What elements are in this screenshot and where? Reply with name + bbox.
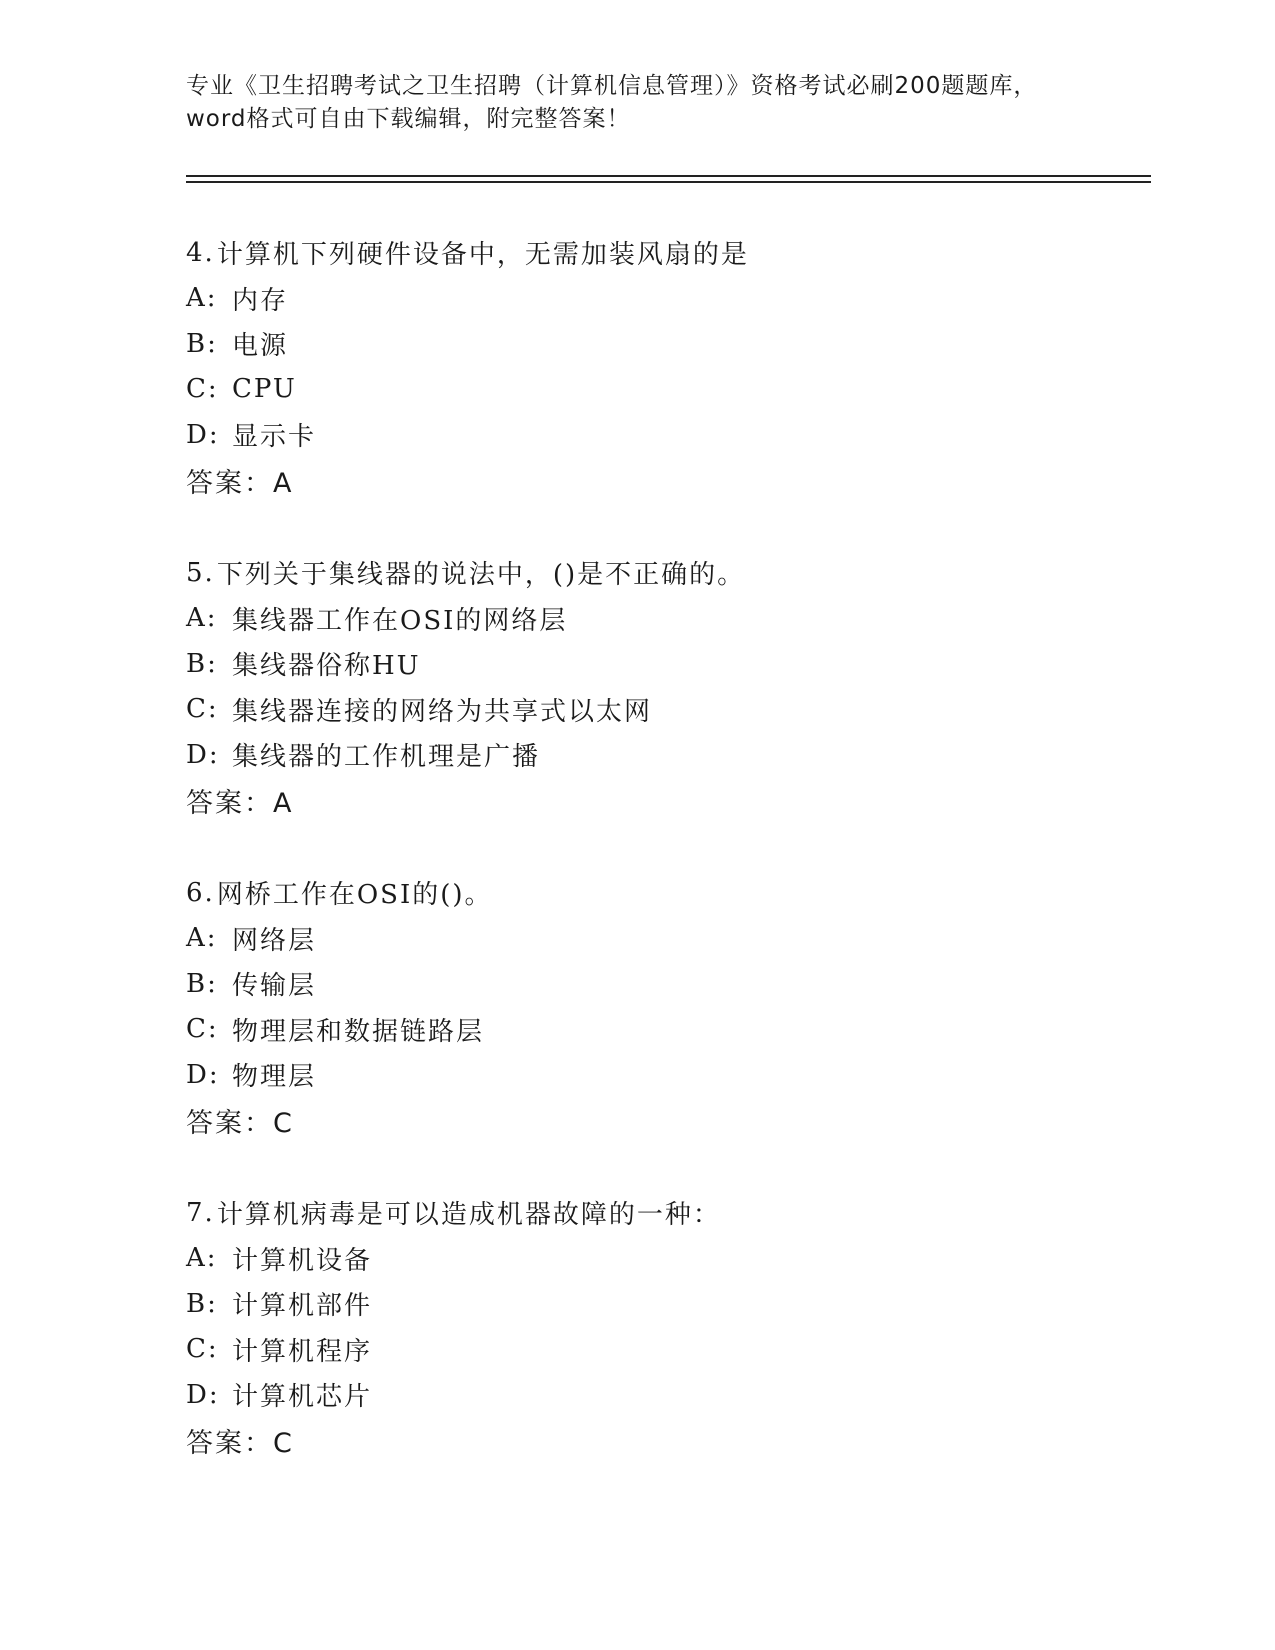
option-text: 电源 bbox=[232, 331, 289, 362]
option-text: 显示卡 bbox=[232, 422, 317, 453]
question-stem bbox=[186, 870, 1146, 916]
question-6 bbox=[186, 870, 1146, 1190]
option-letter: A: bbox=[186, 283, 218, 314]
answer-line: 答案：C bbox=[186, 1107, 294, 1139]
option-c bbox=[186, 1327, 1146, 1373]
option-b bbox=[186, 961, 1146, 1007]
option-text: 集线器工作在OSI的网络层 bbox=[232, 605, 568, 636]
header-divider-top bbox=[186, 175, 1151, 177]
question-number: 4. bbox=[186, 237, 215, 268]
option-letter: C: bbox=[186, 1014, 219, 1045]
question-number: 7. bbox=[186, 1197, 215, 1228]
option-letter: A: bbox=[186, 923, 218, 954]
option-text: 集线器的工作机理是广播 bbox=[232, 742, 541, 773]
option-b bbox=[186, 641, 1146, 687]
option-letter: D: bbox=[186, 739, 220, 770]
option-text: CPU bbox=[232, 374, 297, 405]
option-text: 网络层 bbox=[232, 925, 317, 956]
question-stem bbox=[186, 230, 1146, 276]
option-text: 计算机程序 bbox=[232, 1336, 373, 1367]
answer-line: 答案：A bbox=[186, 467, 294, 499]
option-letter: B: bbox=[186, 1288, 218, 1319]
option-text: 集线器连接的网络为共享式以太网 bbox=[232, 696, 653, 727]
option-a bbox=[186, 276, 1146, 322]
question-number: 6. bbox=[186, 877, 215, 908]
option-a bbox=[186, 596, 1146, 642]
option-letter: D: bbox=[186, 1379, 220, 1410]
option-letter: C: bbox=[186, 374, 219, 405]
option-c bbox=[186, 687, 1146, 733]
question-text: 计算机下列硬件设备中，无需加装风扇的是 bbox=[216, 240, 749, 271]
option-b bbox=[186, 1281, 1146, 1327]
question-stem bbox=[186, 1190, 1146, 1236]
option-text: 物理层 bbox=[232, 1062, 317, 1093]
document-header bbox=[186, 70, 1086, 136]
option-letter: B: bbox=[186, 648, 218, 679]
answer-line: 答案：A bbox=[186, 787, 294, 819]
question-7 bbox=[186, 1190, 1146, 1510]
option-letter: A: bbox=[186, 1243, 218, 1274]
question-4 bbox=[186, 230, 1146, 550]
option-d bbox=[186, 1052, 1146, 1098]
option-letter: D: bbox=[186, 1059, 220, 1090]
option-d bbox=[186, 412, 1146, 458]
option-letter: A: bbox=[186, 603, 218, 634]
header-divider-bottom bbox=[186, 181, 1151, 183]
question-text: 网桥工作在OSI的()。 bbox=[216, 880, 493, 911]
option-c bbox=[186, 1007, 1146, 1053]
question-text: 计算机病毒是可以造成机器故障的一种： bbox=[216, 1200, 721, 1231]
option-text: 物理层和数据链路层 bbox=[232, 1016, 485, 1047]
option-text: 计算机设备 bbox=[232, 1245, 373, 1276]
question-list bbox=[186, 230, 1146, 1510]
question-text: 下列关于集线器的说法中，()是不正确的。 bbox=[216, 560, 746, 591]
option-text: 计算机芯片 bbox=[232, 1382, 373, 1413]
option-c bbox=[186, 367, 1146, 413]
option-text: 集线器俗称HU bbox=[232, 651, 421, 682]
option-a bbox=[186, 1236, 1146, 1282]
option-b bbox=[186, 321, 1146, 367]
answer-line: 答案：C bbox=[186, 1427, 294, 1459]
option-text: 传输层 bbox=[232, 971, 317, 1002]
question-stem bbox=[186, 550, 1146, 596]
header-title-line-2: word格式可自由下载编辑，附完整答案！ bbox=[186, 106, 631, 132]
option-letter: C: bbox=[186, 694, 219, 725]
option-letter: C: bbox=[186, 1334, 219, 1365]
option-text: 内存 bbox=[232, 285, 289, 316]
option-text: 计算机部件 bbox=[232, 1291, 373, 1322]
option-d bbox=[186, 732, 1146, 778]
option-letter: B: bbox=[186, 328, 218, 359]
option-d bbox=[186, 1372, 1146, 1418]
option-letter: D: bbox=[186, 419, 220, 450]
header-title-line-1: 专业《卫生招聘考试之卫生招聘（计算机信息管理）》资格考试必刷200题题库， bbox=[186, 73, 1038, 99]
question-5 bbox=[186, 550, 1146, 870]
option-a bbox=[186, 916, 1146, 962]
question-number: 5. bbox=[186, 557, 215, 588]
option-letter: B: bbox=[186, 968, 218, 999]
